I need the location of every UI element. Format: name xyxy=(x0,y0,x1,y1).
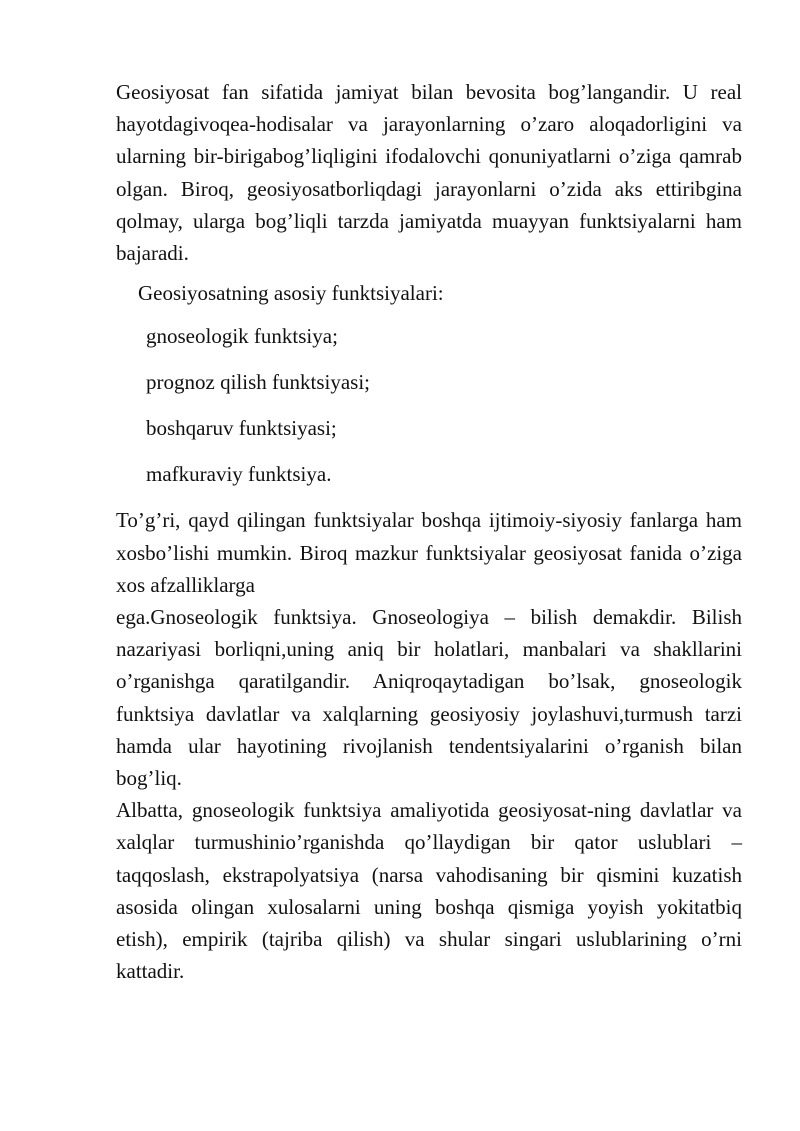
intro-paragraph: Geosiyosat fan sifatida jamiyat bilan bevosita bog’langandir. U real hayotdagivoqea-hodisalar va jarayonlarning o’zaro aloqadorligini va ularning bir-birigabog’liqligini ifodalovchi qonuniyatlarni o’ziga qamrab olgan. Biroq, geosiyosatborliqdagi jarayonlarni o’zida aks ettiribgina qolmay, ularga bog’liqli tarzda jamiyatda muayyan funktsiyalarni ham bajaradi. xyxy=(116,80,742,266)
functions-list xyxy=(116,320,742,490)
document-page xyxy=(116,76,742,987)
list-item: prognoz qilish funktsiyasi; xyxy=(146,370,370,395)
paragraph-methods: Albatta, gnoseologik funktsiya amaliyotida geosiyosat-ning davlatlar va xalqlar turmushinio’rganishda qo’llaydigan bir qator uslublari – taqqoslash, ekstrapolyatsiya (narsa vahodisaning bir qismini kuzatish asosida olingan xulosalarni uning boshqa qismiga yoyish yokitatbiq etish), empirik (tajriba qilish) va shular singari uslublarining o’rni kattadir. xyxy=(116,798,742,984)
paragraph-functions-note: To’g’ri, qayd qilingan funktsiyalar boshqa ijtimoiy-siyosiy fanlarga ham xosbo’lishi mumkin. Biroq mazkur funktsiyalar geosiyosat fanida o’ziga xos afzalliklarga xyxy=(116,508,742,597)
list-item: gnoseologik funktsiya; xyxy=(146,324,338,349)
list-item: mafkuraviy funktsiya. xyxy=(146,462,332,487)
functions-heading: Geosiyosatning asosiy funktsiyalari: xyxy=(138,281,444,306)
list-item: boshqaruv funktsiyasi; xyxy=(146,416,337,441)
paragraph-gnoseology: ega.Gnoseologik funktsiya. Gnoseologiya – bilish demakdir. Bilish nazariyasi borliqni,uning aniq bir holatlari, manbalari va shakllarini o’rganishga qaratilgandir. Aniqroqaytadigan bo’lsak, gnoseologik funktsiya davlatlar va xalqlarning geosiyosiy joylashuvi,turmush tarzi hamda ular hayotining rivojlanish tendentsiyalarini o’rganish bilan bog’liq. xyxy=(116,605,742,791)
